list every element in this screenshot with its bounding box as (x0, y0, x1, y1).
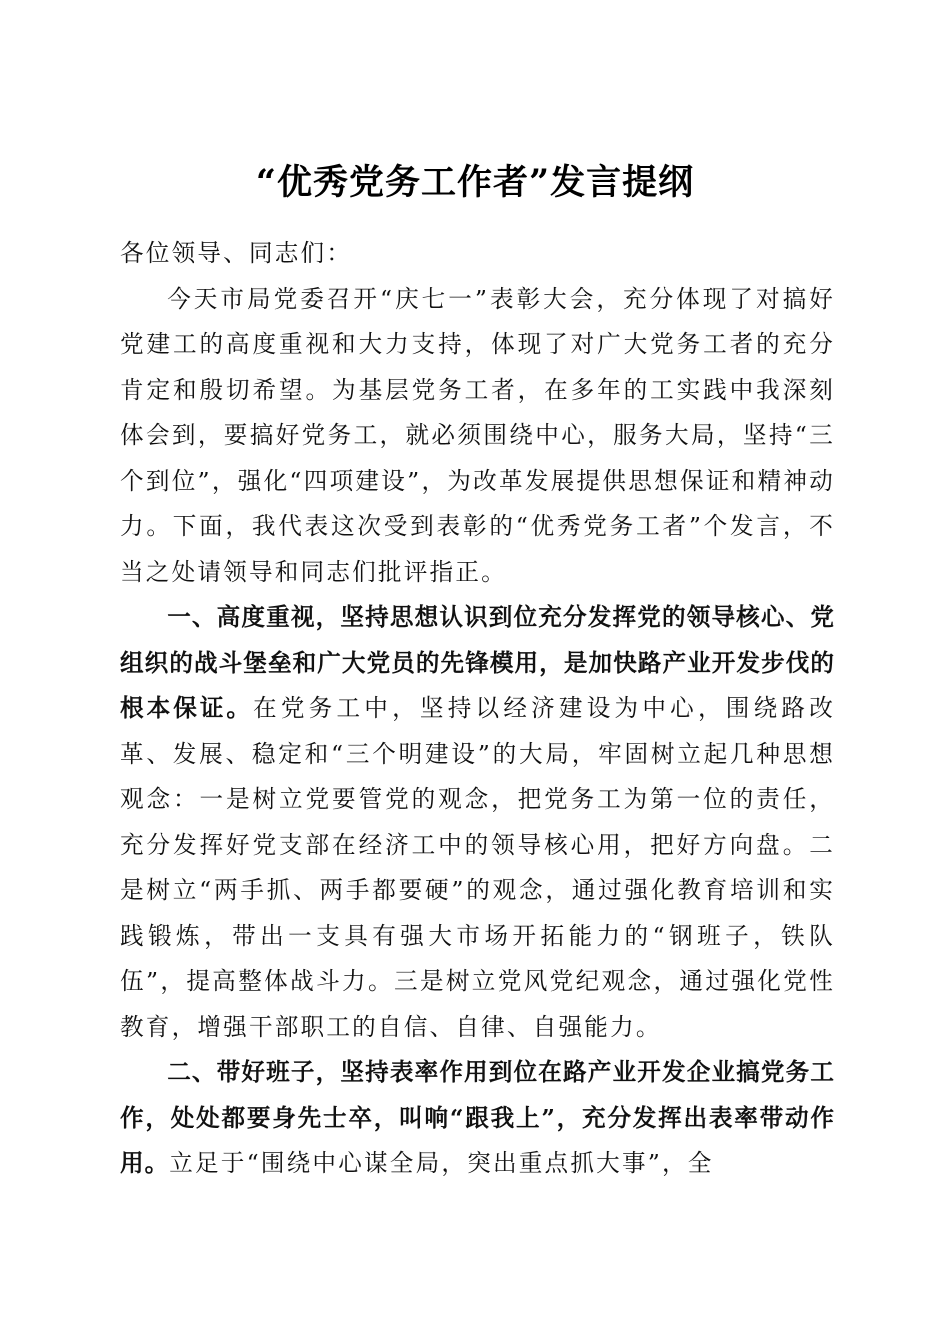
document-title: “优秀党务工作者”发言提纲 (255, 162, 695, 204)
section-1-paragraph (120, 595, 835, 1050)
section-2-heading: 二、带好班子，坚持表率作用到位在路产业开发企业搞党务工作，处处都要身先士卒，叫响“跟我上”，充分发挥出表率带动作用。 (120, 1058, 835, 1177)
salutation: 各位领导、同志们： (120, 239, 353, 267)
section-2-text: 立足于“围绕中心谋全局，突出重点抓大事”，全 (169, 1149, 714, 1177)
section-1-heading: 一、高度重视，坚持思想认识到位充分发挥党的领导核心、党组织的战斗堡垒和广大党员的先锋模用，是加快路产业开发步伐的根本保证。 (120, 603, 835, 722)
opening-paragraph: 今天市局党委召开“庆七一”表彰大会，充分体现了对搞好党建工的高度重视和大力支持，体现了对广大党务工者的充分肯定和殷切希望。为基层党务工者，在多年的工实践中我深刻体会到，要搞好党务工，就必须围绕中心，服务大局，坚持“三个到位”，强化“四项建设”，为改革发展提供思想保证和精神动力。下面，我代表这次受到表彰的“优秀党务工者”个发言，不当之处请领导和同志们批评指正。 (120, 284, 835, 586)
section-2-paragraph (120, 1050, 835, 1187)
section-1-text: 在党务工中，坚持以经济建设为中心，围绕路改革、发展、稳定和“三个明建设”的大局，牢固树立起几种思想观念：一是树立党要管党的观念，把党务工为第一位的责任，充分发挥好党支部在经济工中的领导核心用，把好方向盘。二是树立“两手抓、两手都要硬”的观念，通过强化教育培训和实践锻炼，带出一支具有强大市场开拓能力的“钢班子，铁队伍”，提高整体战斗力。三是树立党风党纪观念，通过强化党性教育，增强干部职工的自信、自律、自强能力。 (120, 694, 836, 1041)
document-body (120, 231, 835, 1187)
